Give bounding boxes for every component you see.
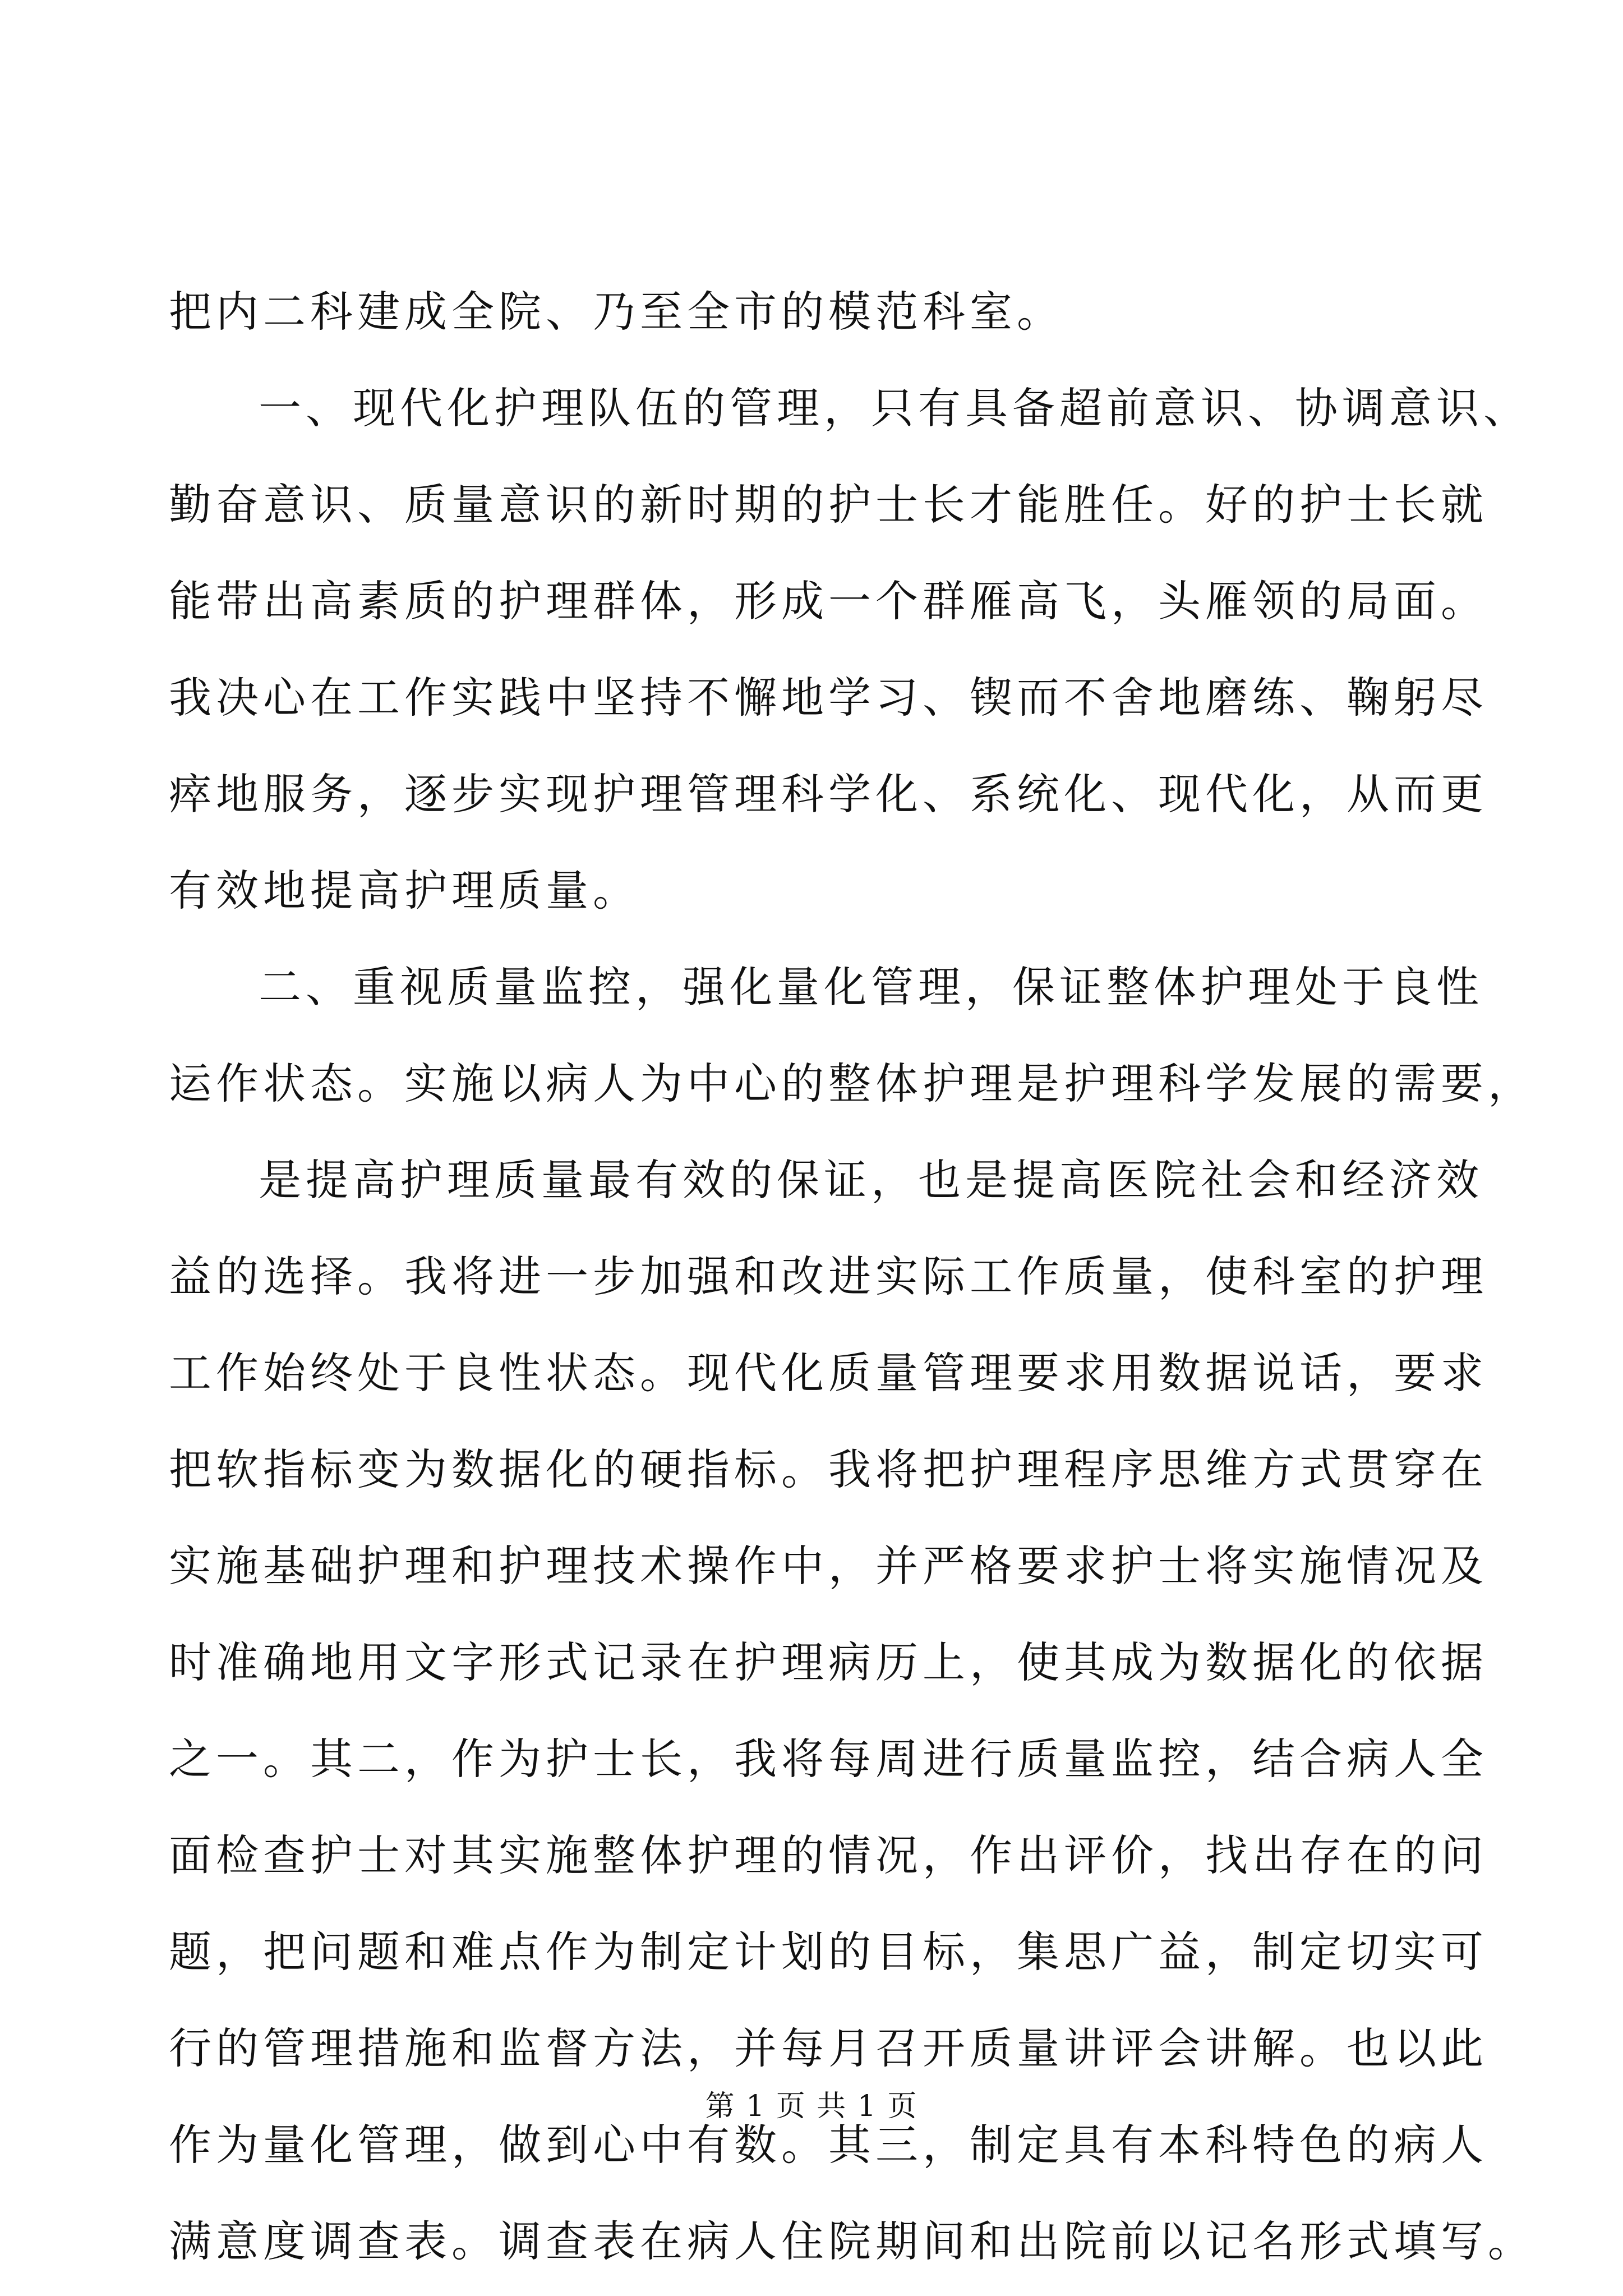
text-line: 把软指标变为数据化的硬指标。我将把护理程序思维方式贯穿在 — [169, 1444, 1488, 1494]
text-line: 实施基础护理和护理技术操作中，并严格要求护士将实施情况及 — [169, 1541, 1488, 1591]
page-number-footer: 第 1 页 共 1 页 — [705, 2090, 918, 2123]
text-line: 能带出高素质的护理群体，形成一个群雁高飞，头雁领的局面。 — [169, 576, 1488, 626]
text-line: 是提高护理质量最有效的保证，也是提高医院社会和经济效 — [259, 1155, 1483, 1205]
text-line: 一、现代化护理队伍的管理，只有具备超前意识、协调意识、 — [259, 383, 1530, 433]
text-line: 勤奋意识、质量意识的新时期的护士长才能胜任。好的护士长就 — [169, 480, 1488, 530]
text-line: 瘁地服务，逐步实现护理管理科学化、系统化、现代化，从而更 — [169, 769, 1488, 819]
text-line: 把内二科建成全院、乃至全市的模范科室。 — [169, 287, 1064, 337]
text-line: 题，把问题和难点作为制定计划的目标，集思广益，制定切实可 — [169, 1927, 1488, 1977]
text-line: 我决心在工作实践中坚持不懈地学习、锲而不舍地磨练、鞠躬尽 — [169, 673, 1488, 723]
text-line: 之一。其二，作为护士长，我将每周进行质量监控，结合病人全 — [169, 1734, 1488, 1784]
text-line: 有效地提高护理质量。 — [169, 866, 640, 915]
text-line: 益的选择。我将进一步加强和改进实际工作质量，使科室的护理 — [169, 1251, 1488, 1301]
text-line: 面检查护士对其实施整体护理的情况，作出评价，找出存在的问 — [169, 1830, 1488, 1880]
text-line: 满意度调查表。调查表在病人住院期间和出院前以记名形式填写。 — [169, 2216, 1535, 2266]
text-line: 工作始终处于良性状态。现代化质量管理要求用数据说话，要求 — [169, 1348, 1488, 1398]
text-line: 运作状态。实施以病人为中心的整体护理是护理科学发展的需要， — [169, 1059, 1535, 1108]
text-line: 二、重视质量监控，强化量化管理，保证整体护理处于良性 — [259, 962, 1483, 1012]
text-line: 时准确地用文字形式记录在护理病历上，使其成为数据化的依据 — [169, 1637, 1488, 1687]
body-text — [169, 264, 1535, 2290]
text-line: 作为量化管理，做到心中有数。其三，制定具有本科特色的病人 — [169, 2120, 1488, 2170]
text-line: 行的管理措施和监督方法，并每月召开质量讲评会讲解。也以此 — [169, 2023, 1488, 2073]
